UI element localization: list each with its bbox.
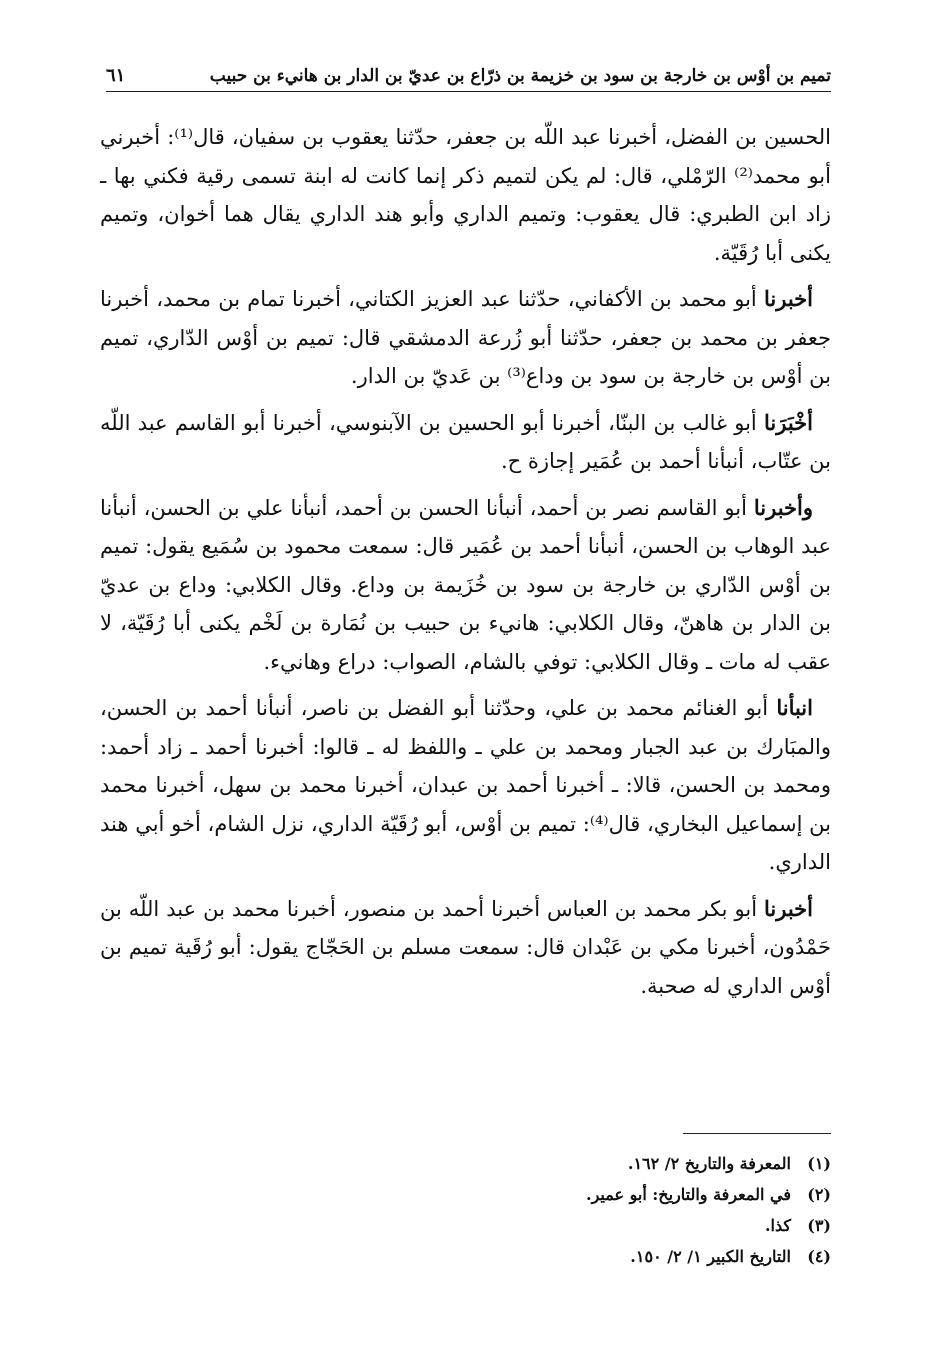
paragraph-lead: أخْبَرَنا [764,409,813,435]
paragraph-5 [100,689,831,882]
footnote-text: المعرفة والتاريخ ٢/ ١٦٢. [627,1154,791,1173]
paragraph-4 [100,489,831,682]
footnote-item [100,1241,831,1272]
paragraph-lead: أخبرنا [764,286,813,311]
paragraph-2 [100,280,831,396]
paragraph-text: أبو القاسم نصر بن أحمد، أنبأنا الحسن بن أحمد، أنبأنا علي بن الحسن، أنبأنا عبد الوهاب بن الحسن، أنبأنا أحمد بن عُمَير قال: سمعت محمود بن سُمَيع يقول: تميم بن أوْس الدّاري بن خارجة بن سود بن خُزَيمة بن وداع. وقال الكلابي: وداع بن عديّ بن الدار بن هاهنّ، وقال الكلابي: هانيء بن حبيب بن نُمَارة بن لَخْم يكنى أبا رُقَيّة، لا عقب له مات ـ وقال الكلابي: توفي بالشام، الصواب: دراع وهانيء. [100,495,831,674]
footnote-number: (١) [807,1154,831,1173]
paragraph-text: أبو الغنائم محمد بن علي، وحدّثنا أبو الفضل بن ناصر، أنبأنا أحمد بن الحسن، والمبَارك بن عبد الجبار ومحمد بن علي ـ واللفظ له ـ قالوا: أخبرنا أحمد ـ زاد أحمد: ومحمد بن الحسن، قالا: ـ أخبرنا أحمد بن عبدان، أخبرنا محمد بن سهل، أخبرنا محمد بن إسماعيل البخاري، قال⁽⁴⁾: تميم بن أوْس، أبو رُقَيّة الداري، نزل الشام، أخو أبي هند الداري. [100,696,831,874]
paragraph-lead: أخبرنا [764,895,813,921]
footnote-number: (٤) [807,1247,831,1266]
paragraph-6 [100,890,831,1006]
footnote-divider [683,1133,831,1134]
footnote-item [100,1148,831,1179]
paragraph-text: أبو غالب بن البنّا، أخبرنا أبو الحسين بن الآبنوسي، أخبرنا أبو القاسم عبد اللّه بن عتّاب، أنبأنا أحمد بن عُمَير إجازة ح. [100,410,831,473]
paragraph-text: أبو بكر محمد بن العباس أخبرنا أحمد بن منصور، أخبرنا محمد بن عبد اللّه بن حَمْدُون، أخبرنا مكي بن عَبْدان قال: سمعت مسلم بن الحَجّاج يقول: أبو رُقَية تميم بن أوْس الداري له صحبة. [100,896,831,998]
footnote-item [100,1210,831,1241]
footnote-number: (٣) [807,1216,831,1235]
running-header [106,58,831,92]
footnote-text: التاريخ الكبير ١/ ٢/ ١٥٠. [630,1247,791,1266]
paragraph-1 [100,118,831,272]
paragraph-3 [100,404,831,481]
paragraph-lead: وأخبرنا [753,494,813,520]
paragraph-text: أبو محمد بن الأكفاني، حدّثنا عبد العزيز الكتاني، أخبرنا تمام بن محمد، أخبرنا جعفر بن محمد بن جعفر، حدّثنا أبو زُرعة الدمشقي قال: تميم بن أوْس الدّاري، تميم بن أوْس بن خارجة بن سود بن وداع⁽³⁾ بن عَديّ بن الدار. [100,287,831,388]
paragraph-lead: انبأنا [776,695,813,720]
paragraph-text: الحسين بن الفضل، أخبرنا عبد اللّه بن جعفر، حدّثنا يعقوب بن سفيان، قال⁽¹⁾: أخبرني أبو محمد⁽²⁾ الرّمْلي، قال: لم يكن لتميم ذكر إنما كانت له ابنة تسمى رقية فكني بها ـ زاد ابن الطبري: قال يعقوب: وتميم الداري وأبو هند الداري يقال هما أخوان، وتميم يكنى أبا رُقَيّة. [100,125,832,265]
footnotes [100,1148,831,1272]
footnote-item [100,1179,831,1210]
footnote-text: في المعرفة والتاريخ: أبو عمير. [586,1185,791,1204]
main-text [100,118,831,1013]
footnote-number: (٢) [807,1185,831,1204]
page-number: ٦١ [106,65,126,86]
header-title: تميم بن أوْس بن خارجة بن سود بن خزيمة بن ذرّاع بن عديّ بن الدار بن هانيء بن حبيب [209,66,831,86]
footnote-text: كذا. [764,1216,791,1235]
